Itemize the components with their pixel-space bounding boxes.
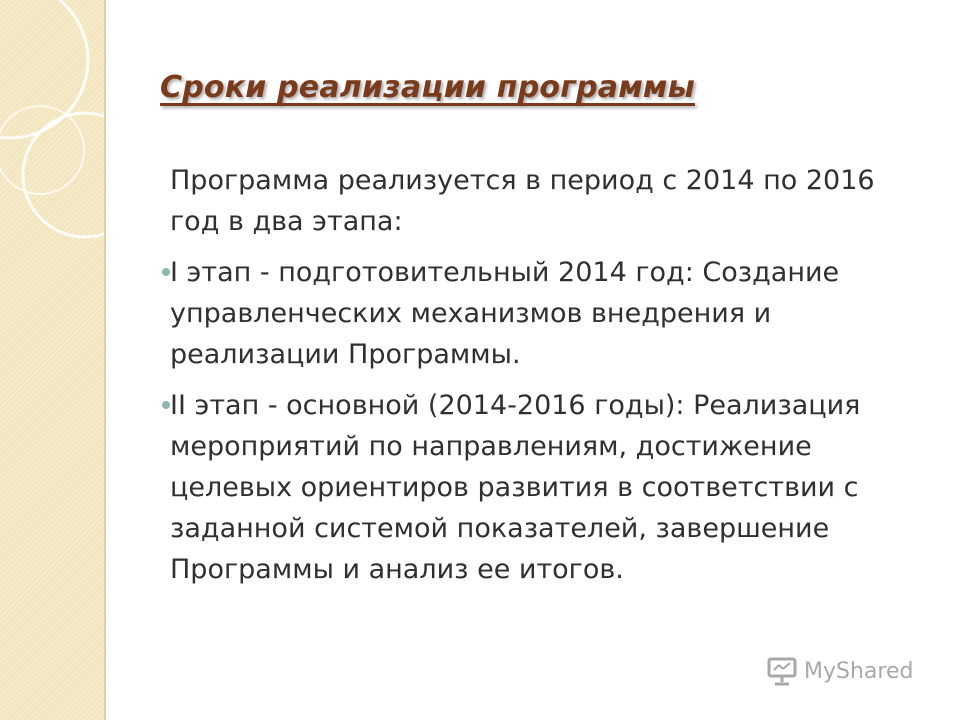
stage-item: [170, 385, 930, 590]
presentation-board-icon: [766, 656, 798, 686]
intro-paragraph: Программа реализуется в период с 2014 по 2016 год в два этапа:: [170, 165, 875, 237]
bullet-icon: [162, 268, 170, 276]
decorative-side-strip: [0, 0, 106, 720]
side-strip-edge: [104, 0, 106, 720]
decorative-rings: [0, 0, 106, 720]
stage-item: [170, 252, 930, 375]
watermark-text: MyShared: [804, 658, 914, 684]
bullet-icon: [162, 401, 170, 409]
slide-body: [170, 160, 930, 590]
watermark: [766, 656, 913, 686]
slide-title: Сроки реализации программы: [160, 70, 695, 105]
stage-text: I этап - подготовительный 2014 год: Создание управленческих механизмов внедрения и реализации Программы.: [170, 257, 840, 370]
stage-text: II этап - основной (2014-2016 годы): Реализация мероприятий по направлениям, достижение целевых ориентиров развития в соответствии с заданной системой показателей, завершение Программы и анализ ее итогов.: [170, 390, 861, 585]
